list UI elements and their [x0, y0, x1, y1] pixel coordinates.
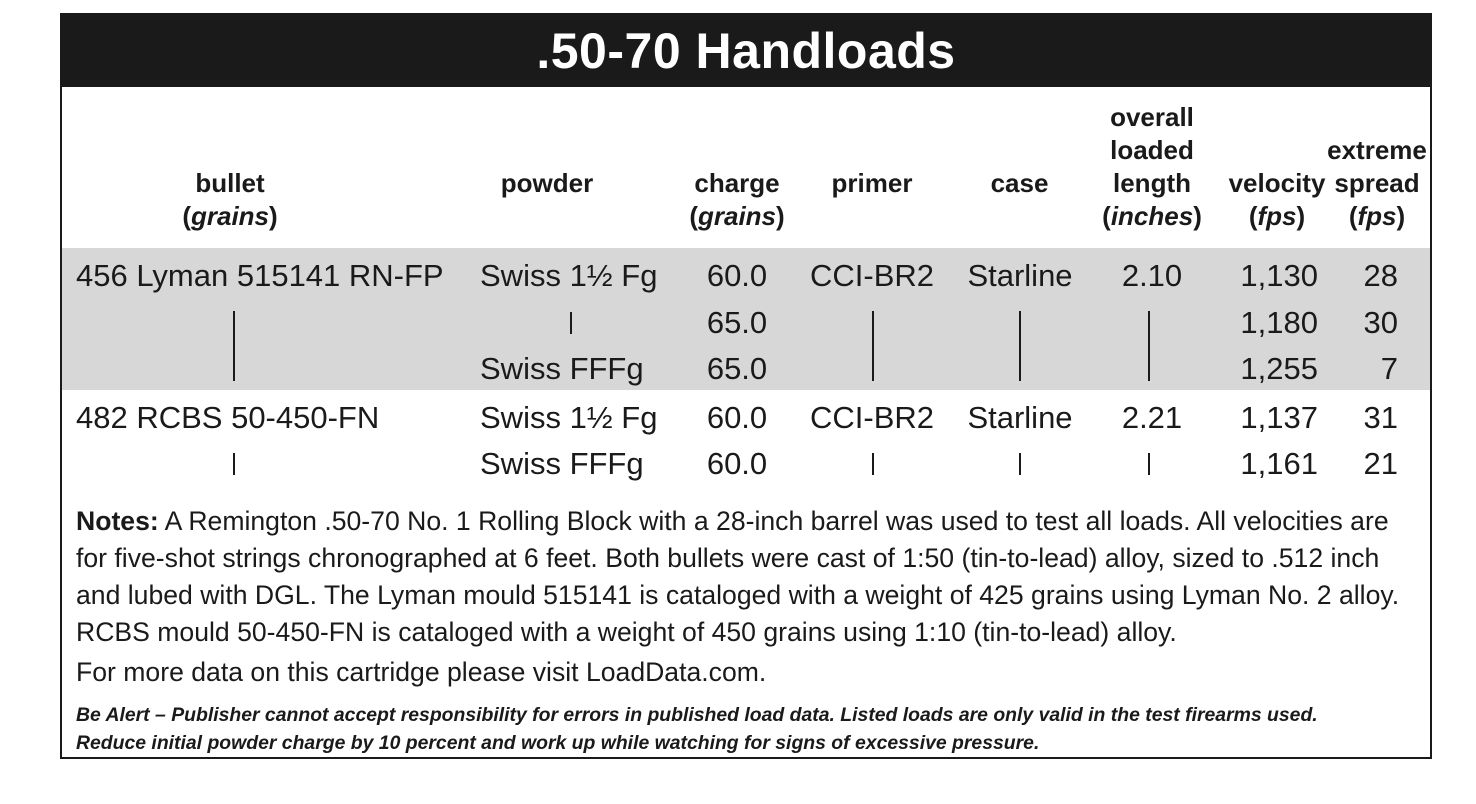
cell-powder: Swiss FFFg: [480, 351, 644, 386]
header-length-unit: inches: [1110, 201, 1194, 231]
header-primer-label: primer: [831, 168, 913, 198]
load-data-table: [60, 13, 1432, 759]
header-powder: [472, 167, 622, 200]
alert-line: Reduce initial powder charge by 10 percent and work up while watching for signs of excessive pressure.: [76, 732, 1040, 754]
ditto-line: [872, 453, 874, 475]
paren-open: (: [1248, 201, 1258, 231]
ditto-line: [1148, 311, 1150, 381]
header-spread-line2: spread: [1334, 168, 1420, 198]
ditto-line: [233, 311, 235, 381]
header-length: [1082, 101, 1222, 233]
header-bullet-line2: [130, 200, 330, 233]
cell-spread: 28: [1363, 258, 1398, 293]
title-bar: [62, 15, 1430, 87]
ditto-line: [872, 311, 874, 381]
paren-close: ): [1193, 201, 1202, 231]
header-case: [962, 167, 1077, 200]
header-bullet-unit: grains: [190, 201, 270, 231]
paren-open: (: [1348, 201, 1358, 231]
cell-primer: CCI-BR2: [809, 258, 934, 293]
header-spread: [1327, 134, 1427, 233]
cell-spread: 30: [1363, 305, 1398, 340]
paren-open: (: [1102, 201, 1111, 231]
header-primer: [807, 167, 937, 200]
ditto-line: [233, 453, 235, 475]
header-charge-line2: [657, 200, 817, 233]
cell-case: Starline: [967, 258, 1073, 293]
notes-text: A Remington .50-70 No. 1 Rolling Block with a 28-inch barrel was used to test all loads. All velocities are for five-shot strings chronographed at 6 feet. Both bullets were cast of 1:50 (tin-to-lead) alloy, sized to .512 inch and lubed with DGL. The Lyman mould 515141 is cataloged with a weight of 425 grains using Lyman No. 2 alloy. RCBS mould 50-450-FN is cataloged with a weight of 450 grains using 1:10 (tin-to-lead) alloy.: [76, 506, 1400, 647]
header-length-line2: loaded: [1110, 135, 1194, 165]
ditto-line: [570, 312, 572, 334]
notes-paragraph: [76, 503, 1421, 651]
cell-bullet: 482 RCBS 50-450-FN: [76, 400, 380, 435]
header-length-line4: [1082, 200, 1222, 233]
header-spread-unit: fps: [1357, 201, 1397, 231]
header-charge-line1: charge: [694, 168, 780, 198]
cell-length: 2.10: [1121, 258, 1183, 293]
header-velocity-unit: fps: [1257, 201, 1297, 231]
cell-charge: 65.0: [706, 351, 768, 386]
cell-velocity: 1,180: [1240, 305, 1318, 340]
page-title: .50-70 Handloads: [536, 23, 956, 79]
cell-charge: 65.0: [706, 305, 768, 340]
cell-length: 2.21: [1121, 400, 1183, 435]
header-velocity-line2: [1222, 200, 1332, 233]
notes-label: Notes:: [76, 506, 159, 536]
cell-velocity: 1,130: [1240, 258, 1318, 293]
ditto-line: [1148, 453, 1150, 475]
cell-spread: 31: [1363, 400, 1398, 435]
header-bullet-line1: bullet: [195, 168, 265, 198]
header-length-line3: length: [1113, 168, 1191, 198]
header-length-line1: overall: [1110, 102, 1194, 132]
paren-open: (: [182, 201, 191, 231]
cell-charge: 60.0: [706, 446, 768, 481]
paren-open: (: [689, 201, 698, 231]
cell-velocity: 1,137: [1240, 400, 1318, 435]
cell-spread: 7: [1380, 351, 1398, 386]
cell-spread: 21: [1363, 446, 1398, 481]
alert-line: Be Alert – Publisher cannot accept responsibility for errors in published load data. Listed loads are only valid in the test firearms used.: [76, 704, 1318, 726]
cell-powder: Swiss FFFg: [480, 446, 644, 481]
cell-powder: Swiss 1½ Fg: [480, 258, 658, 293]
cell-velocity: 1,255: [1240, 351, 1318, 386]
header-powder-label: powder: [500, 168, 594, 198]
cell-primer: CCI-BR2: [809, 400, 934, 435]
header-spread-line1: extreme: [1327, 135, 1427, 165]
cell-case: Starline: [967, 400, 1073, 435]
cell-charge: 60.0: [706, 400, 768, 435]
ditto-line: [1019, 311, 1021, 381]
cell-powder: Swiss 1½ Fg: [480, 400, 658, 435]
paren-close: ): [1396, 201, 1406, 231]
alert-disclaimer: [76, 701, 1426, 757]
paren-close: ): [776, 201, 785, 231]
ditto-line: [1019, 453, 1021, 475]
header-bullet: [130, 167, 330, 233]
header-charge: [657, 167, 817, 233]
cell-velocity: 1,161: [1240, 446, 1318, 481]
cell-charge: 60.0: [706, 258, 768, 293]
cell-bullet: 456 Lyman 515141 RN-FP: [76, 258, 444, 293]
header-charge-unit: grains: [697, 201, 777, 231]
header-case-label: case: [990, 168, 1049, 198]
more-data-line: For more data on this cartridge please visit LoadData.com.: [76, 657, 767, 687]
header-velocity: [1222, 167, 1332, 233]
paren-close: ): [269, 201, 278, 231]
header-velocity-line1: velocity: [1228, 168, 1326, 198]
header-spread-line3: [1327, 200, 1427, 233]
paren-close: ): [1296, 201, 1306, 231]
